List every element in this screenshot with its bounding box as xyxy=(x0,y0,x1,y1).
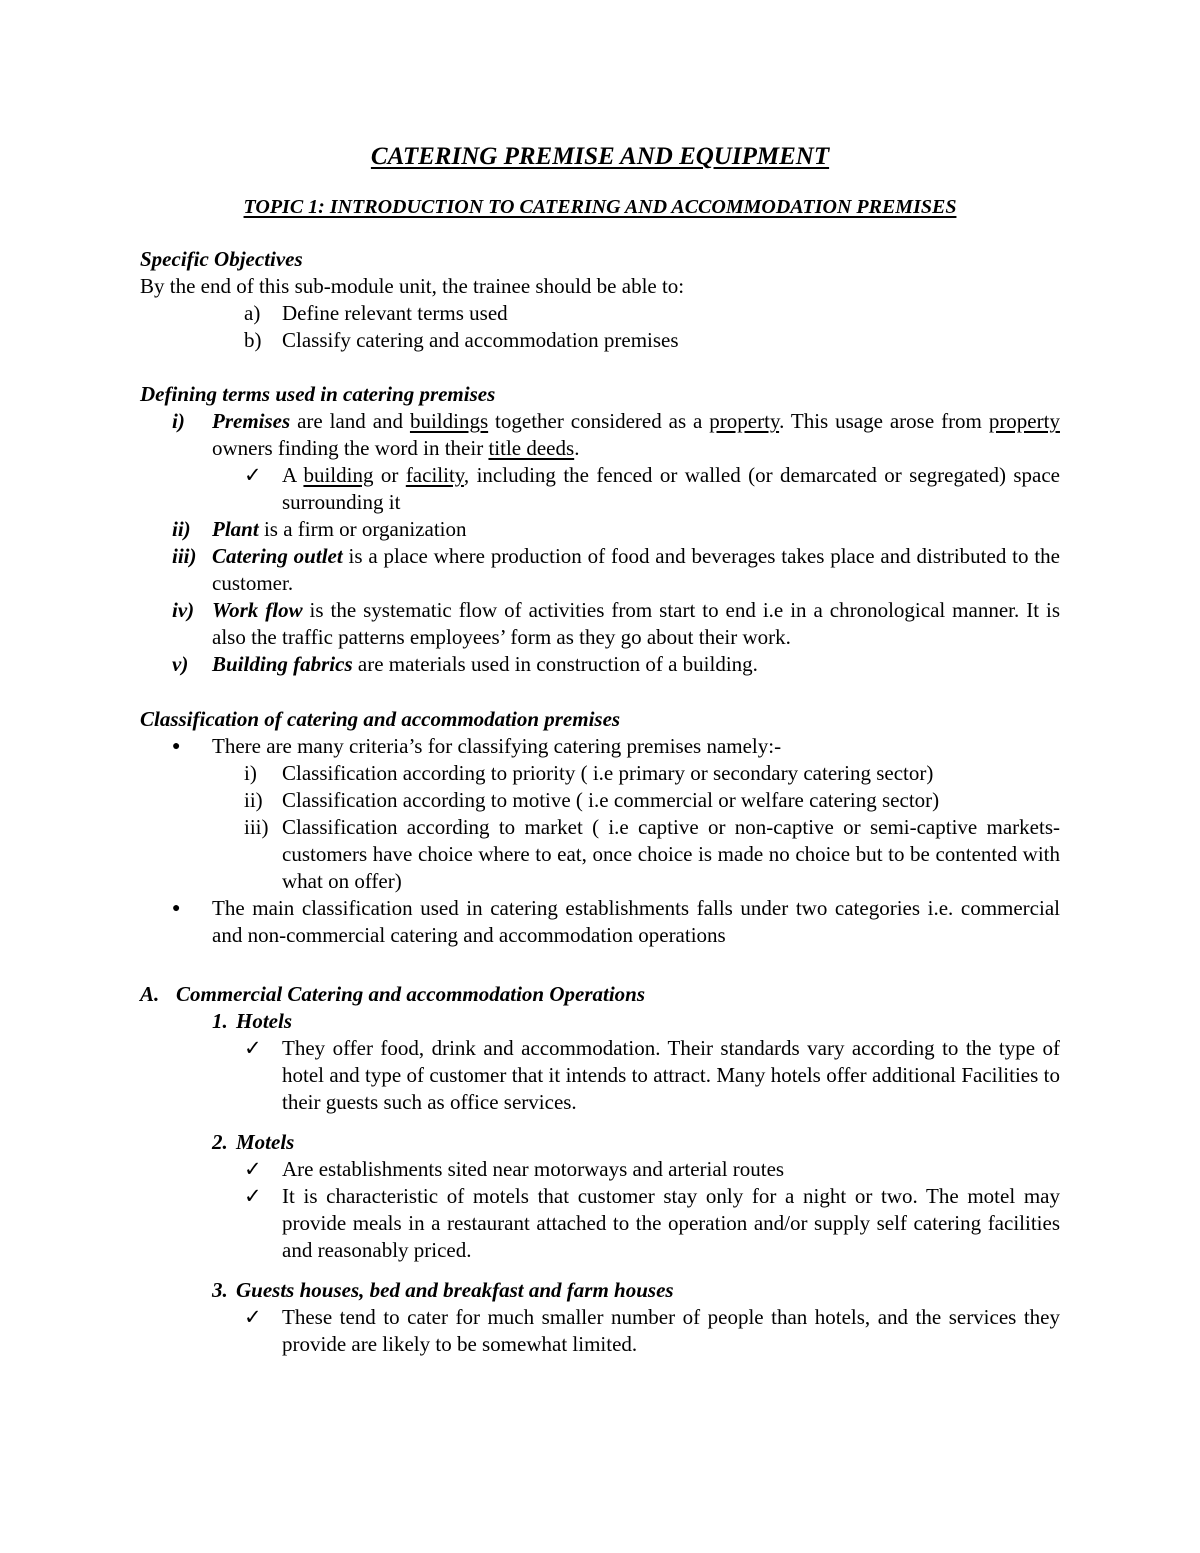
point-text: Are establishments sited near motorways and arterial routes xyxy=(282,1157,785,1181)
link-title-deeds[interactable]: title deeds xyxy=(488,436,575,460)
subsection-motels xyxy=(140,1129,1060,1156)
check-mark-icon: ✓ xyxy=(244,1036,262,1060)
subsection-marker: 3. xyxy=(212,1278,228,1302)
link-property[interactable]: property xyxy=(709,409,780,433)
objective-item xyxy=(140,327,1060,354)
hotels-point xyxy=(140,1035,1060,1116)
definition-text: Building fabrics are materials used in construction of a building. xyxy=(212,652,758,676)
classification-bullet xyxy=(140,733,1060,760)
sub-marker: iii) xyxy=(244,815,269,839)
check-text: A building or facility, including the fenced or walled (or demarcated or segregated) space surrounding it xyxy=(282,463,1060,514)
section-a-heading xyxy=(140,981,1060,1008)
definition-text: Work flow is the systematic flow of activities from start to end i.e in a chronological manner. It is also the traffic patterns employees’ form as they go about their work. xyxy=(212,598,1060,649)
subsection-guest-houses xyxy=(140,1277,1060,1304)
definition-term: Premises xyxy=(212,409,291,433)
classification-sub-item xyxy=(140,760,1060,787)
check-mark-icon: ✓ xyxy=(244,463,262,487)
sub-marker: i) xyxy=(244,761,257,785)
subsection-title: Hotels xyxy=(236,1009,292,1033)
point-text: It is characteristic of motels that customer stay only for a night or two. The motel may provide meals in a restaurant attached to the operation and/or supply self catering facilities and reasonably priced. xyxy=(282,1184,1060,1262)
objectives-section xyxy=(140,246,1060,354)
bullet-text: There are many criteria’s for classifying catering premises namely:- xyxy=(212,734,782,758)
check-mark-icon: ✓ xyxy=(244,1305,262,1329)
motels-point xyxy=(140,1156,1060,1183)
point-text: They offer food, drink and accommodation. Their standards vary according to the type of hotel and type of customer that it intends to attract. Many hotels offer additional Facilities to their guests such as office services. xyxy=(282,1036,1060,1114)
definitions-section xyxy=(140,381,1060,678)
sub-text: Classification according to priority ( i.e primary or secondary catering sector) xyxy=(282,761,934,785)
definition-term: Plant xyxy=(212,517,259,541)
check-mark-icon: ✓ xyxy=(244,1157,262,1181)
definitions-heading: Defining terms used in catering premises xyxy=(140,382,496,406)
section-a-marker: A. xyxy=(140,982,160,1006)
sub-text: Classification according to market ( i.e captive or non-captive or semi-captive markets-customers have choice where to eat, once choice is made no choice but to be contented with what on offer) xyxy=(282,815,1060,893)
section-a xyxy=(140,981,1060,1358)
subsection-hotels xyxy=(140,1008,1060,1035)
section-a-title: Commercial Catering and accommodation Operations xyxy=(176,982,646,1006)
definition-term: Catering outlet xyxy=(212,544,343,568)
definition-text: Catering outlet is a place where production of food and beverages takes place and distributed to the customer. xyxy=(212,544,1061,595)
classification-section xyxy=(140,706,1060,949)
definition-item xyxy=(140,543,1060,597)
motels-point xyxy=(140,1183,1060,1264)
link-buildings[interactable]: buildings xyxy=(409,409,489,433)
classification-bullet xyxy=(140,895,1060,949)
objectives-heading: Specific Objectives xyxy=(140,247,303,271)
definition-item xyxy=(140,516,1060,543)
subsection-marker: 1. xyxy=(212,1009,228,1033)
sub-text: Classification according to motive ( i.e commercial or welfare catering sector) xyxy=(282,788,940,812)
topic-heading: TOPIC 1: INTRODUCTION TO CATERING AND ACCOMMODATION PREMISES xyxy=(243,196,957,218)
link-facility[interactable]: facility xyxy=(405,463,464,487)
bullet-text: The main classification used in catering establishments falls under two categories i.e. commercial and non-commercial catering and accommodation operations xyxy=(212,896,1060,947)
definition-item xyxy=(140,651,1060,678)
definition-marker: iv) xyxy=(172,598,195,622)
document-title: CATERING PREMISE AND EQUIPMENT xyxy=(370,143,830,170)
objective-item xyxy=(140,300,1060,327)
objective-text: Define relevant terms used xyxy=(282,301,508,325)
definition-term: Building fabrics xyxy=(212,652,353,676)
definition-term: Work flow xyxy=(212,598,303,622)
definition-check-item xyxy=(140,462,1060,516)
definition-marker: ii) xyxy=(172,517,191,541)
subsection-title: Motels xyxy=(236,1130,295,1154)
link-property-owners[interactable]: property xyxy=(988,409,1060,433)
objective-marker: a) xyxy=(244,301,261,325)
sub-marker: ii) xyxy=(244,788,263,812)
objective-marker: b) xyxy=(244,328,262,352)
definition-marker: v) xyxy=(172,652,189,676)
classification-heading: Classification of catering and accommodation premises xyxy=(140,707,621,731)
definition-item xyxy=(140,597,1060,651)
subsection-title: Guests houses, bed and breakfast and farm houses xyxy=(236,1278,674,1302)
definition-text: Plant is a firm or organization xyxy=(212,517,467,541)
bullet-icon: ● xyxy=(172,739,181,754)
definition-marker: iii) xyxy=(172,544,197,568)
definition-marker: i) xyxy=(172,409,185,433)
objectives-intro: By the end of this sub-module unit, the trainee should be able to: xyxy=(140,274,685,298)
check-mark-icon: ✓ xyxy=(244,1184,262,1208)
link-building[interactable]: building xyxy=(303,463,374,487)
bullet-icon: ● xyxy=(172,901,181,916)
guests-point xyxy=(140,1304,1060,1358)
point-text: These tend to cater for much smaller number of people than hotels, and the services they provide are likely to be somewhat limited. xyxy=(282,1305,1060,1356)
classification-sub-item xyxy=(140,814,1060,895)
objective-text: Classify catering and accommodation premises xyxy=(282,328,679,352)
subsection-marker: 2. xyxy=(212,1130,228,1154)
definition-item xyxy=(140,408,1060,462)
definition-text: Premises are land and buildings together considered as a property. This usage arose from property owners finding the word in their title deeds. xyxy=(212,409,1060,460)
classification-sub-item xyxy=(140,787,1060,814)
